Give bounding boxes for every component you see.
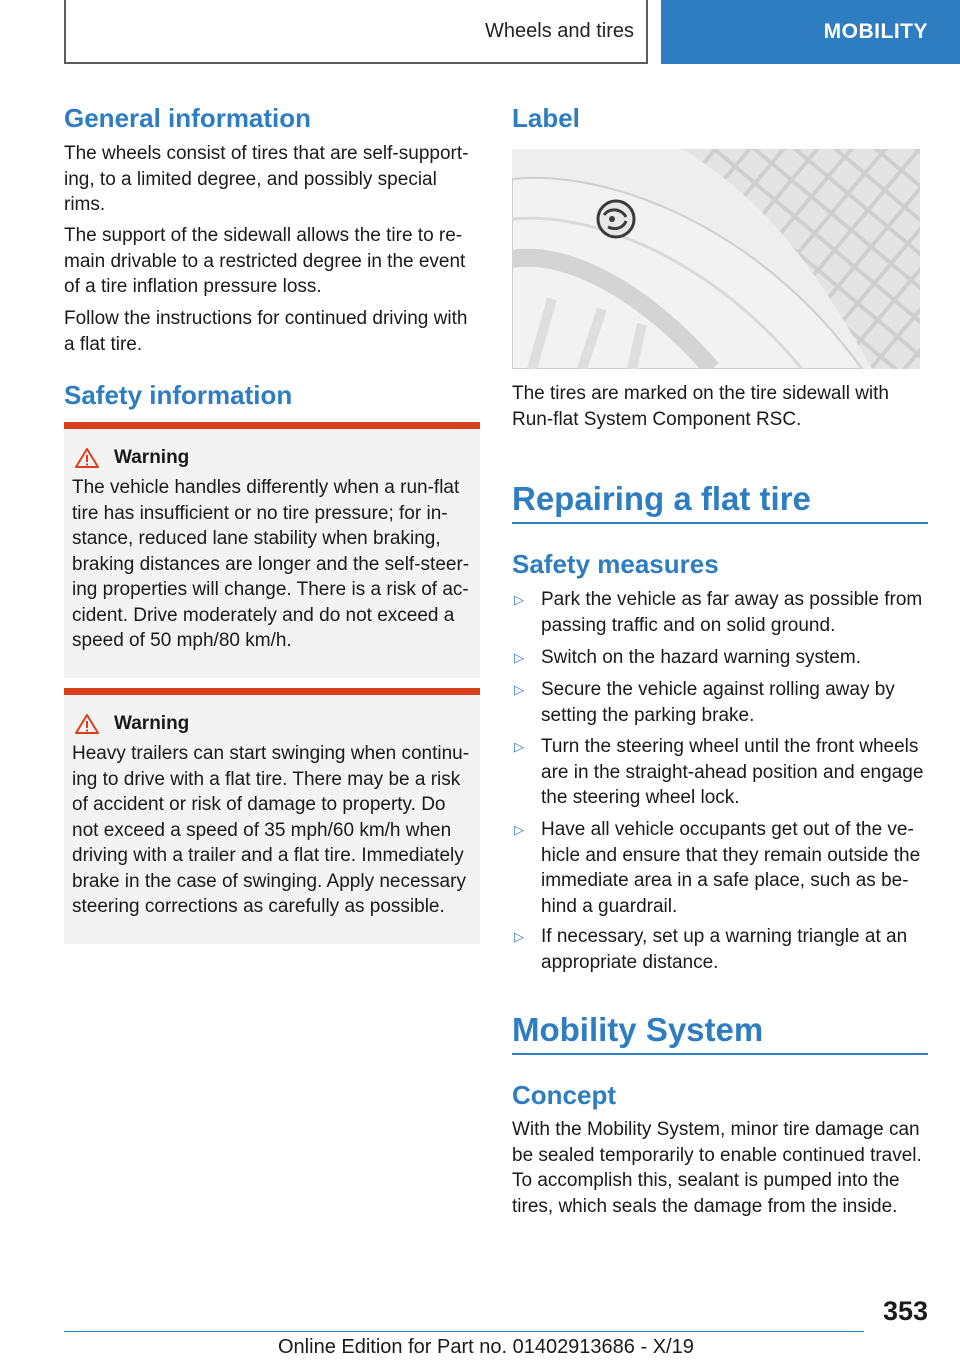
footer-edition: Online Edition for Part no. 01402913686 - X/19 <box>278 1336 694 1358</box>
page-number: 353 <box>882 1296 928 1326</box>
safety-measures-heading: Safety measures <box>512 549 719 579</box>
repairing-flat-tire-heading: Repairing a flat tire <box>512 480 811 517</box>
list-item <box>512 817 928 919</box>
list-item-text: Secure the vehicle against rolling away by setting the parking brake. <box>541 679 895 726</box>
concept-paragraph: With the Mobility System, minor tire damage can be sealed temporarily to enable continued travel. To accomplish this, sealant is pumped into the tires, which seals the damage from the inside. <box>512 1119 922 1217</box>
list-item <box>512 924 928 975</box>
safety-information-heading: Safety information <box>64 380 293 410</box>
general-paragraph-3: Follow the instructions for continued driving with a flat tire. <box>64 308 468 355</box>
list-item <box>512 677 928 728</box>
list-item <box>512 645 928 671</box>
warning-title: Warning <box>114 713 190 734</box>
header-section-box <box>64 0 648 64</box>
label-heading: Label <box>512 103 580 133</box>
footer-rule <box>64 1331 864 1332</box>
general-paragraph-1: The wheels consist of tires that are self-support‐ing, to a limited degree, and possibly special rims. <box>64 143 469 215</box>
warning-body: The vehicle handles differently when a run-flat tire has insufficient or no tire pressure; for in‐stance, reduced lane stability when braking, braking distances are longer and the self-steer‐ing properties will change. There is a risk of ac‐cident. Drive moderately and do not exceed a speed of 50 mph/80 km/h. <box>72 477 470 651</box>
header-section-title: Wheels and tires <box>485 19 634 42</box>
list-item <box>512 587 928 638</box>
general-paragraph-2: The support of the sidewall allows the tire to re‐main drivable to a restricted degree in the event of a tire inflation pressure loss. <box>64 225 466 297</box>
rsc-logo-icon <box>598 201 634 237</box>
warning-title: Warning <box>114 447 190 468</box>
list-item <box>512 734 928 811</box>
list-item-text: Turn the steering wheel until the front wheels are in the straight-ahead position and engage the steering wheel lock. <box>541 736 924 808</box>
warning-box-trailer <box>64 688 480 944</box>
general-information-heading: General information <box>64 103 312 133</box>
warning-title-row <box>74 447 472 469</box>
warning-body: Heavy trailers can start swinging when continu‐ing to drive with a flat tire. There may be a risk of accident or risk of damage to property. Do not exceed a speed of 35 mph/60 km/h when driving with a trailer and a flat tire. Immediately brake in the case of swinging. Apply necessary steering corrections as carefully as possible. <box>72 743 470 917</box>
list-item-text: Have all vehicle occupants get out of the ve‐hicle and ensure that they remain outside the immediate area in a safe place, such as be‐hind a guardrail. <box>541 819 921 917</box>
bullet-triangle-icon: ▷ <box>514 592 524 607</box>
concept-heading: Concept <box>512 1080 616 1110</box>
bullet-triangle-icon: ▷ <box>514 822 524 837</box>
mobility-system-heading: Mobility System <box>512 1011 764 1048</box>
header-chapter-title: MOBILITY <box>823 20 928 43</box>
warning-triangle-icon <box>74 447 100 469</box>
list-item-text: If necessary, set up a warning triangle at an appropriate distance. <box>541 926 908 973</box>
warning-box-run-flat <box>64 422 480 678</box>
bullet-triangle-icon: ▷ <box>514 739 524 754</box>
label-paragraph: The tires are marked on the tire sidewall with Run-flat System Component RSC. <box>512 383 889 430</box>
list-item-text: Park the vehicle as far away as possible from passing traffic and on solid ground. <box>541 589 923 636</box>
list-item-text: Switch on the hazard warning system. <box>541 647 861 668</box>
tire-sidewall-image <box>512 149 920 369</box>
heading-rule <box>512 1053 928 1055</box>
heading-rule <box>512 522 928 524</box>
bullet-triangle-icon: ▷ <box>514 682 524 697</box>
warning-title-row <box>74 713 472 735</box>
warning-triangle-icon <box>74 713 100 735</box>
bullet-triangle-icon: ▷ <box>514 929 524 944</box>
header-chapter-tab <box>661 0 960 64</box>
bullet-triangle-icon: ▷ <box>514 650 524 665</box>
